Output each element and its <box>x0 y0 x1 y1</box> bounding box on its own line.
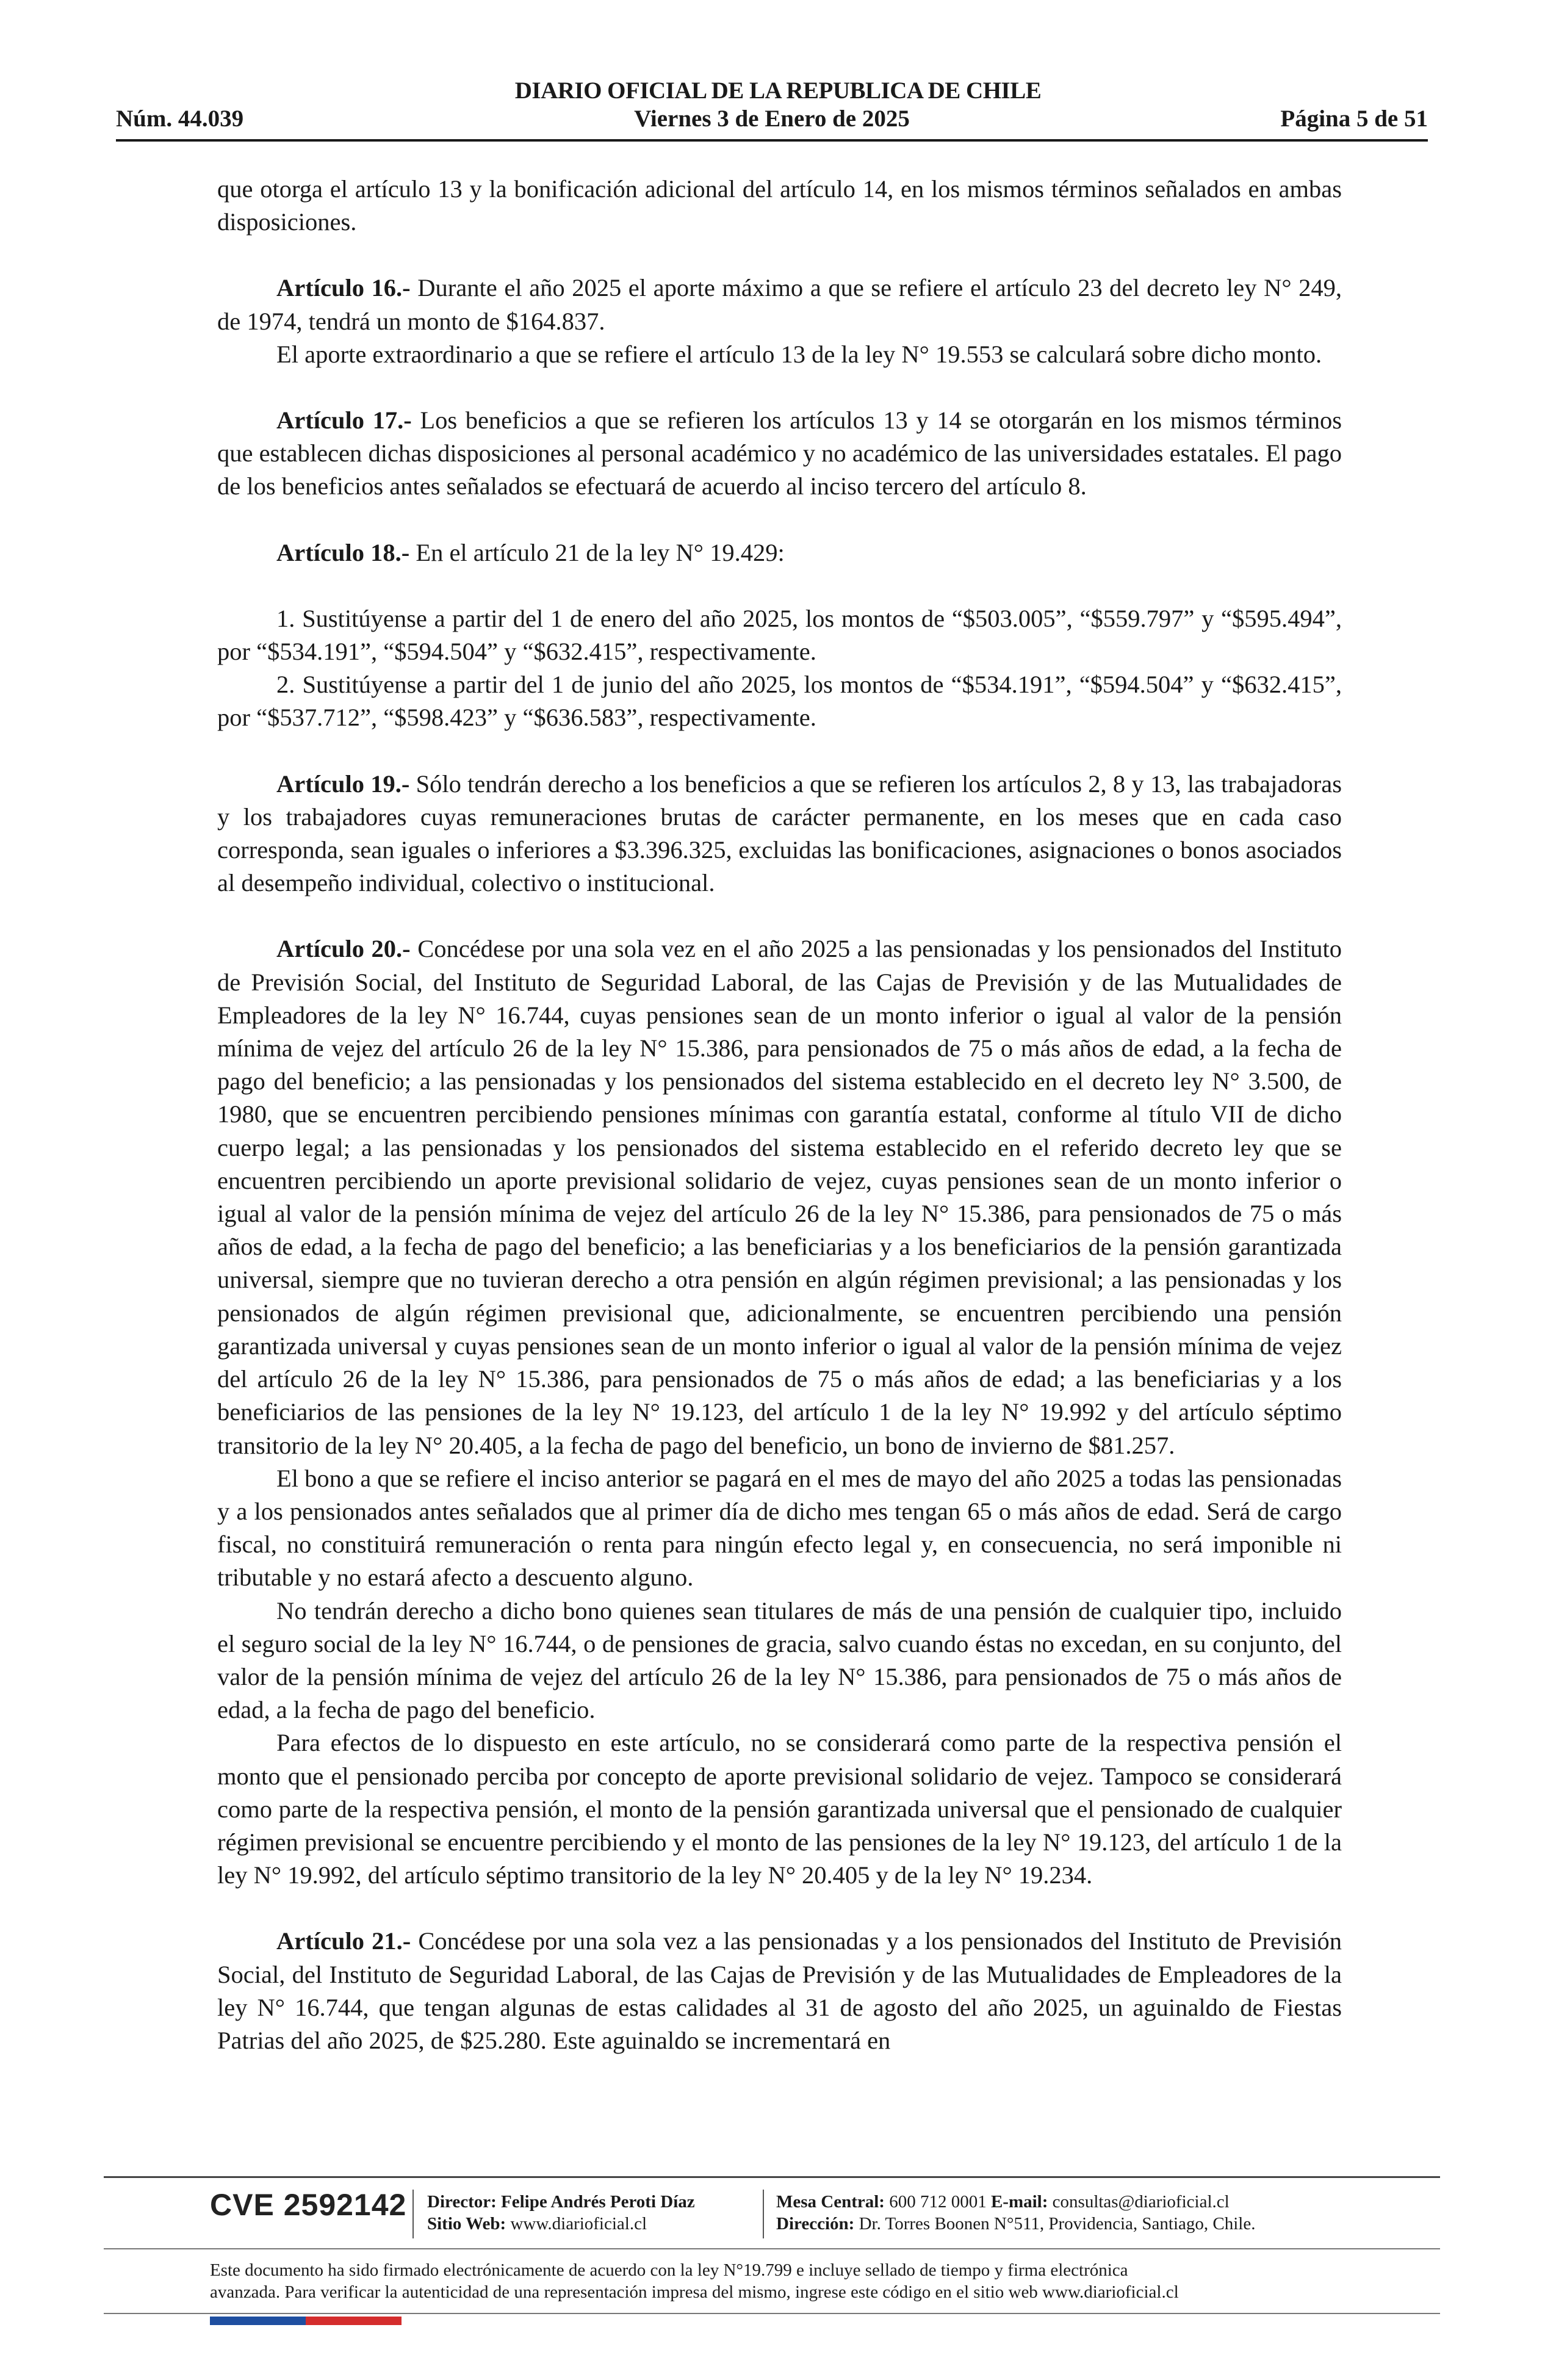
paragraph: que otorga el artículo 13 y la bonificación adicional del artículo 14, en los mismos términos señalados en ambas disposiciones. <box>217 175 1342 236</box>
footer-director-block <box>427 2191 695 2235</box>
article-17 <box>217 404 1342 503</box>
flag-stripe-blue <box>210 2317 306 2325</box>
legal-line: avanzada. Para verificar la autenticidad de una representación impresa del mismo, ingrese este código en el sitio web www.diarioficial.cl <box>210 2282 1179 2302</box>
article-21 <box>217 1925 1342 2057</box>
director-name: Felipe Andrés Peroti Díaz <box>501 2192 695 2212</box>
article-16 <box>217 272 1342 337</box>
footer-divider <box>104 2248 1440 2249</box>
paragraph: No tendrán derecho a dicho bono quienes sean titulares de más de una pensión de cualquier tipo, incluido el seguro social de la ley N° 16.744, o de pensiones de gracia, salvo cuando éstas no excedan, en su conjunto, del valor de la pensión mínima de vejez del artículo 26 de la ley N° 15.386, para pensionados de 75 o más años de edad, a la fecha de pago del beneficio. <box>217 1596 1342 1724</box>
director-label: Director: <box>427 2192 497 2212</box>
paragraph: Para efectos de lo dispuesto en este artículo, no se considerará como parte de la respectiva pensión el monto que el pensionado perciba por concepto de aporte previsional solidario de vejez. Tampoco se considerará como parte de la respectiva pensión, el monto de la pensión garantizada universal que el pensionado de cualquier régimen previsional se encuentre percibiendo y el monto de las pensiones de la ley N° 19.123, del artículo 1 de la ley N° 19.992, del artículo séptimo transitorio de la ley N° 20.405 y de la ley N° 19.234. <box>217 1729 1342 1889</box>
article-label: Artículo 20.- <box>276 935 411 963</box>
article-18 <box>217 536 1342 569</box>
list-item: 2. Sustitúyense a partir del 1 de junio del año 2025, los montos de “$534.191”, “$594.504” y “$632.415”, por “$537.712”, “$598.423” y “$636.583”, respectivamente. <box>217 671 1342 732</box>
footer-divider <box>104 2176 1440 2178</box>
legal-line: Este documento ha sido firmado electrónicamente de acuerdo con la ley N°19.799 e incluye sellado de tiempo y firma electrónica <box>210 2260 1128 2280</box>
footer-contact-block <box>776 2191 1255 2235</box>
footer-separator <box>412 2190 414 2238</box>
cve-code: CVE 2592142 <box>210 2188 407 2222</box>
article-text: Concédese por una sola vez en el año 2025 a las pensionadas y los pensionados del Instituto de Previsión Social, del Instituto de Seguridad Laboral, de las Cajas de Previsión y de las Mutualidades de Empleadores de la ley N° 16.744, cuyas pensiones sean de un monto inferior o igual al valor de la pensión mínima de vejez del artículo 26 de la ley N° 15.386, para pensionados de 75 o más años de edad, a la fecha de pago del beneficio; a las pensionadas y los pensionados del sistema establecido en el decreto ley N° 3.500, de 1980, que se encuentren percibiendo pensiones mínimas con garantía estatal, conforme al título VII de dicho cuerpo legal; a las pensionadas y los pensionados del sistema establecido en el referido decreto ley que se encuentren percibiendo un aporte previsional solidario de vejez, cuyas pensiones sean de un monto inferior o igual al valor de la pensión mínima de vejez del artículo 26 de la ley N° 15.386, para pensionados de 75 o más años de edad, a la fecha de pago del beneficio; a las beneficiarias y a los beneficiarios de la pensión garantizada universal, siempre que no tuvieran derecho a otra pensión en algún régimen previsional; a las pensionadas y los pensionados de algún régimen previsional que, adicionalmente, se encuentren percibiendo una pensión garantizada universal y cuyas pensiones sean de un monto inferior o igual al valor de la pensión mínima de vejez del artículo 26 de la ley N° 15.386, para pensionados de 75 o más años de edad; a las beneficiarias y a los beneficiarios de las pensiones de la ley N° 19.123, del artículo 1 de la ley N° 19.992 y del artículo séptimo transitorio de la ley N° 20.405, a la fecha de pago del beneficio, un bono de invierno de $81.257. <box>217 935 1342 1459</box>
article-text: En el artículo 21 de la ley N° 19.429: <box>409 538 785 566</box>
phone-label: Mesa Central: <box>776 2192 885 2212</box>
article-label: Artículo 18.- <box>276 538 410 566</box>
legal-notice <box>210 2259 1369 2303</box>
article-text: Los beneficios a que se refieren los artículos 13 y 14 se otorgarán en los mismos términos que establecen dichas disposiciones al personal académico y no académico de las universidades estatales. El pago de los beneficios antes señalados se efectuará de acuerdo al inciso tercero del artículo 8. <box>217 406 1342 500</box>
article-label: Artículo 16.- <box>276 274 411 302</box>
article-20 <box>217 932 1342 1462</box>
page-indicator: Página 5 de 51 <box>1280 106 1428 132</box>
paragraph: El bono a que se refiere el inciso anterior se pagará en el mes de mayo del año 2025 a todas las pensionadas y a los pensionados antes señalados que al primer día de dicho mes tengan 65 o más años de edad. Será de cargo fiscal, no constituirá remuneración o renta para ningún efecto legal y, en consecuencia, no será imponible ni tributable y no estará afecto a descuento alguno. <box>217 1464 1342 1592</box>
article-label: Artículo 21.- <box>276 1927 411 1955</box>
article-19 <box>217 768 1342 900</box>
header-divider <box>116 139 1428 142</box>
masthead-title: DIARIO OFICIAL DE LA REPUBLICA DE CHILE <box>514 78 1042 104</box>
footer-separator <box>763 2190 764 2238</box>
issue-number: Núm. 44.039 <box>116 106 244 132</box>
phone-number: 600 712 0001 <box>889 2192 987 2212</box>
document-body <box>217 173 1342 2057</box>
website-link[interactable]: www.diarioficial.cl <box>510 2214 647 2234</box>
article-text: Durante el año 2025 el aporte máximo a que se refiere el artículo 23 del decreto ley N° 249, de 1974, tendrá un monto de $164.837. <box>217 274 1342 335</box>
email-label: E-mail: <box>990 2192 1048 2212</box>
list-item: 1. Sustitúyense a partir del 1 de enero del año 2025, los montos de “$503.005”, “$559.797” y “$595.494”, por “$534.191”, “$594.504” y “$632.415”, respectivamente. <box>217 604 1342 666</box>
article-text: Sólo tendrán derecho a los beneficios a que se refieren los artículos 2, 8 y 13, las trabajadoras y los trabajadores cuyas remuneraciones brutas de carácter permanente, en los meses que en cada caso corresponda, sean iguales o inferiores a $3.396.325, excluidas las bonificaciones, asignaciones o bonos asociados al desempeño individual, colectivo o institucional. <box>217 770 1342 897</box>
article-text: Concédese por una sola vez a las pensionadas y a los pensionados del Instituto de Previsión Social, del Instituto de Seguridad Laboral, de las Cajas de Previsión y de las Mutualidades de Empleadores de la ley N° 16.744, que tengan algunas de estas calidades al 31 de agosto del año 2025, un aguinaldo de Fiestas Patrias del año 2025, de $25.280. Este aguinaldo se incrementará en <box>217 1927 1342 2054</box>
footer-divider <box>104 2313 1440 2314</box>
paragraph: El aporte extraordinario a que se refiere el artículo 13 de la ley N° 19.553 se calculará sobre dicho monto. <box>276 340 1322 368</box>
website-label: Sitio Web: <box>427 2214 506 2234</box>
email-link[interactable]: consultas@diarioficial.cl <box>1052 2192 1230 2212</box>
address-text: Dr. Torres Boonen N°511, Providencia, Santiago, Chile. <box>859 2214 1256 2234</box>
article-label: Artículo 17.- <box>276 406 412 435</box>
article-label: Artículo 19.- <box>276 770 410 798</box>
header-row <box>116 105 1428 135</box>
flag-stripe-red <box>306 2317 402 2325</box>
issue-date: Viernes 3 de Enero de 2025 <box>634 106 910 132</box>
address-label: Dirección: <box>776 2214 855 2234</box>
